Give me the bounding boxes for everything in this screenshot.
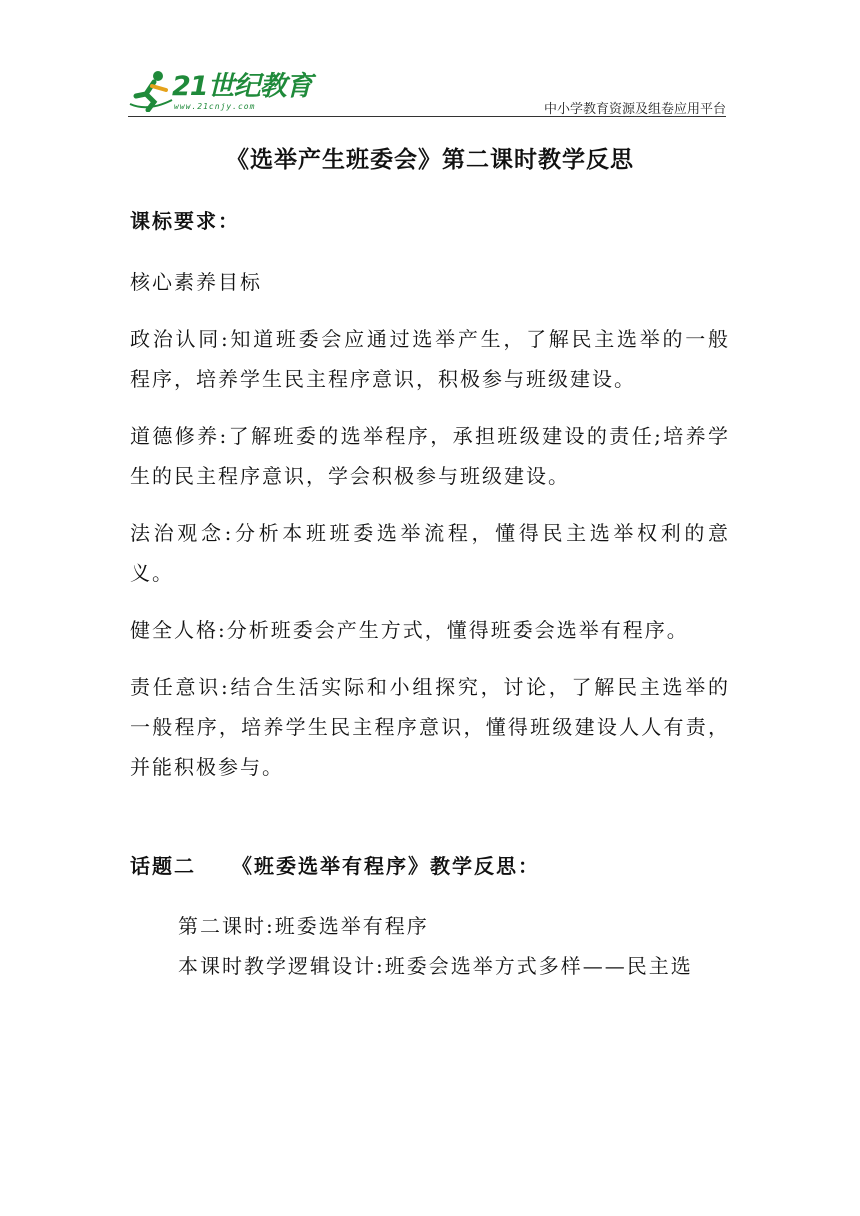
paragraph-personality: 健全人格:分析班委会产生方式，懂得班委会选举有程序。 [130,618,689,642]
logo [128,66,312,116]
paragraph-legal: 法治观念:分析本班班委选举流程，懂得民主选举权利的意义。 [130,521,730,585]
logo-url: www.21cnjy.com [174,102,256,111]
topic-heading [130,849,730,883]
paragraph-responsibility: 责任意识:结合生活实际和小组探究，讨论，了解民主选举的一般程序，培养学生民主程序意识，懂得班级建设人人有责，并能积极参与。 [130,675,730,779]
logic-line: 本课时教学逻辑设计:班委会选举方式多样——民主选 [178,954,693,978]
page-header [128,66,726,118]
logo-text: 21世纪教育 [172,71,312,102]
header-divider [128,116,726,117]
document-title: 《选举产生班委会》第二课时教学反思 [226,146,634,173]
runner-logo-icon [128,70,174,112]
topic-label: 话题二 [130,854,196,878]
lesson-line: 第二课时:班委选举有程序 [178,914,429,938]
paragraph-moral: 道德修养:了解班委的选举程序，承担班级建设的责任;培养学生的民主程序意识，学会积极参与班级建设。 [130,424,730,488]
topic-title: 《班委选举有程序》教学反思： [232,854,540,878]
document-body [130,140,730,986]
paragraph-political: 政治认同:知道班委会应通过选举产生，了解民主选举的一般程序，培养学生民主程序意识，积极参与班级建设。 [130,327,730,391]
core-literacy-label: 核心素养目标 [130,270,262,294]
platform-name: 中小学教育资源及组卷应用平台 [543,102,726,117]
section-heading: 课标要求： [130,209,240,233]
